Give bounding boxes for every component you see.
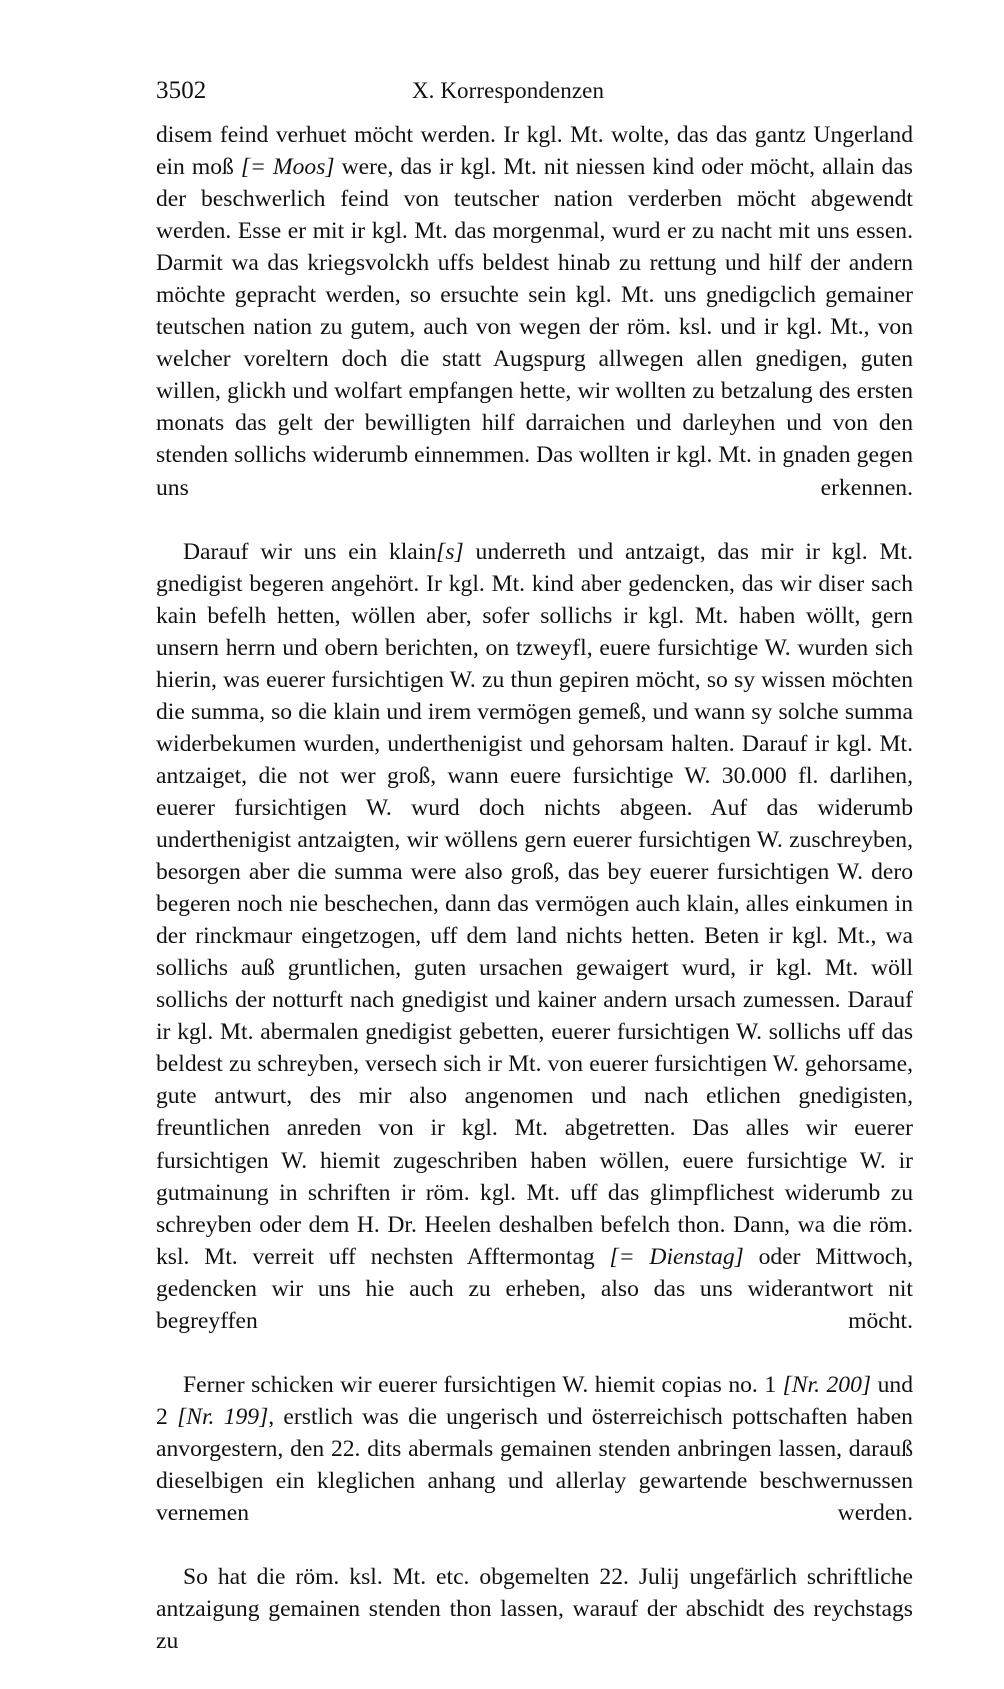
paragraph (156, 536, 913, 1369)
editorial-insertion: [Nr. 199] (177, 1403, 269, 1430)
editorial-insertion: [Nr. 200] (782, 1371, 872, 1398)
paragraph (156, 1561, 913, 1689)
text-run: Darauf wir uns ein klain (183, 538, 437, 565)
editorial-insertion: [= Dienstag] (609, 1243, 744, 1270)
text-run: Ferner schicken wir euerer fursichtigen W. hiemit copias no. 1 (183, 1371, 783, 1398)
text-run: , erstlich was die ungerisch und österreichisch pottschaften haben anvorgestern, den 22. dits abermals gemainen stenden anbringen lassen, darauß dieselbigen ein kleglichen anhang und allerlay gewartende beschwernussen vernemen werden. (156, 1403, 913, 1527)
text-run: oder Mittwoch, gedencken wir uns hie auch zu erheben, also das uns widerantwort nit begreyffen möcht. (156, 1243, 913, 1334)
text-run: were, das ir kgl. Mt. nit niessen kind oder möcht, allain das der beschwerlich feind von teutscher nation verderben möcht abgewendt werden. Esse er mit ir kgl. Mt. das morgenmal, wurd er zu nacht mit uns essen. Darmit wa das kriegsvolckh uffs beldest hinab zu rettung und hilf der andern möchte gepracht werden, so ersuchte sein kgl. Mt. uns gnedigclich gemainer teutschen nation zu gutem, auch von wegen der röm. ksl. und ir kgl. Mt., von welcher voreltern doch die statt Augspurg allwegen allen gnedigen, guten willen, glickh und wolfart empfangen hette, wir wollten zu betzalung des ersten monats das gelt der bewilligten hilf darraichen und darleyhen und von den stenden sollichs widerumb einnemmen. Das wollten ir kgl. Mt. in gnaden gegen uns erkennen. (156, 154, 913, 501)
page-number: 3502 (156, 77, 207, 104)
text-run: So hat die röm. ksl. Mt. etc. obgemelten 22. Julij ungefärlich schriftliche antzaigung gemainen stenden thon lassen, warauf der abschidt des reychstags zu (156, 1564, 913, 1655)
text-run: und 2 (156, 1371, 913, 1430)
running-head (156, 76, 912, 106)
text-run: underreth und antzaigt, das mir ir kgl. Mt. gnedigist begeren angehört. Ir kgl. Mt. kind aber gedencken, das wir diser sach kain befelh hetten, wöllen aber, sofer sollichs ir kgl. Mt. haben wöllt, gern unsern herrn und obern berichten, on tzweyfl, euere fursichtige W. wurden sich hierin, was euerer fursichtigen W. zu thun gepiren möcht, so sy wissen möchten die summa, so die klain und irem vermögen gemeß, und wann sy solche summa widerbekumen wurden, underthenigist und gehorsam halten. Darauf ir kgl. Mt. antzaiget, die not wer groß, wann euere fursichtige W. 30.000 fl. darlihen, euerer fursichtigen W. wurd doch nichts abgeen. Auf das widerumb underthenigist antzaigten, wir wöllens gern euerer fursichtigen W. zuschreyben, besorgen aber die summa were also groß, das bey euerer fursichtigen W. dero begeren noch nie beschechen, dann das vermögen auch klain, alles einkumen in der rinckmaur eingetzogen, uff dem land nichts hetten. Beten ir kgl. Mt., wa sollichs auß gruntlichen, guten ursachen gewaigert wurd, ir kgl. Mt. wöll sollichs der notturft nach gnedigist und kainer andern ursach zumessen. Darauf ir kgl. Mt. abermalen gnedigist gebetten, euerer fursichtigen W. sollichs uff das beldest zu schreyben, versech sich ir Mt. von euerer fursichtigen W. gehorsame, gute antwurt, des mir also angenomen und nach etlichen gnedigisten, freuntlichen anreden von ir kgl. Mt. abgetretten. Das alles wir euerer fursichtigen W. hiemit zugeschriben haben wöllen, euere fursichtige W. ir gutmainung in schriften ir röm. kgl. Mt. uff das glimpflichest widerumb zu schreyben oder dem H. Dr. Heelen deshalben befelch thon. Dann, wa die röm. ksl. Mt. verreit uff nechsten Afftermontag (156, 538, 913, 1270)
text-run: disem feind verhuet möcht werden. Ir kgl. Mt. wolte, das das gantz Ungerland ein moß (156, 122, 913, 181)
running-title: X. Korrespondenzen (411, 78, 605, 103)
paragraph (156, 119, 913, 536)
editorial-insertion: [s] (436, 538, 464, 565)
paragraph (156, 1369, 913, 1561)
body-text-block (156, 119, 913, 1689)
editorial-insertion: [= Moos] (240, 154, 335, 181)
